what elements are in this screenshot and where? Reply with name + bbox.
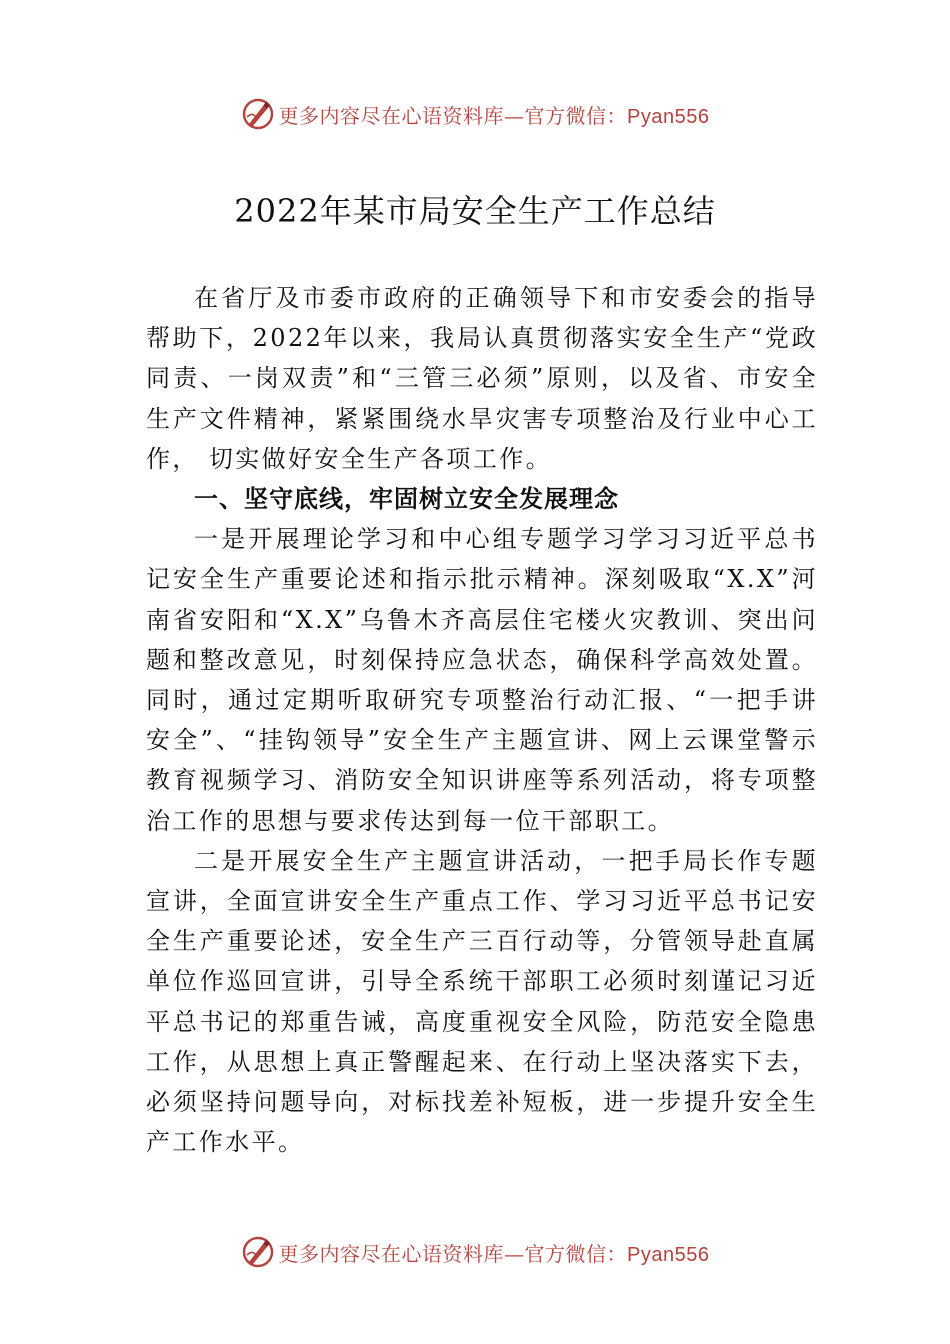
footer-banner-text [279, 1238, 710, 1267]
header-banner [0, 94, 950, 134]
document-body [146, 278, 818, 1162]
header-banner-wechat-id: Pyan556 [627, 105, 710, 128]
pen-logo-icon [241, 1235, 275, 1269]
pen-logo-icon [241, 97, 275, 131]
header-banner-text-cn: 更多内容尽在心语资料库—官方微信： [278, 103, 628, 128]
intro-paragraph: 在省厅及市委市政府的正确领导下和市安委会的指导帮助下，2022年以来，我局认真贯彻落实安全生产“党政同责、一岗双责”和“三管三必须”原则，以及省、市安全生产文件精神，紧紧围绕水旱灾害专项整治及行业中心工作， 切实做好安全生产各项工作。 [146, 284, 818, 473]
section-1-heading: 一、坚守底线，牢固树立安全发展理念 [194, 485, 619, 514]
section-1-paragraph-2: 二是开展安全生产主题宣讲活动，一把手局长作专题宣讲，全面宣讲安全生产重点工作、学习习近平总书记安全生产重要论述，安全生产三百行动等，分管领导赴直属单位作巡回宣讲，引导全系统干部职工必须时刻谨记习近平总书记的郑重告诫，高度重视安全风险，防范安全隐患工作，从思想上真正警醒起来、在行动上坚决落实下去，必须坚持问题导向，对标找差补短板，进一步提升安全生产工作水平。 [146, 846, 818, 1157]
section-1-paragraph-1: 一是开展理论学习和中心组专题学习学习习近平总书记安全生产重要论述和指示批示精神。深刻吸取“X.X”河南省安阳和“X.X”乌鲁木齐高层住宅楼火灾教训、突出问题和整改意见，时刻保持应急状态，确保科学高效处置。同时，通过定期听取研究专项整治行动汇报、“一把手讲安全”、“挂钩领导”安全生产主题宣讲、网上云课堂警示教育视频学习、消防安全知识讲座等系列活动，将专项整治工作的思想与要求传达到每一位干部职工。 [146, 525, 818, 835]
page-title: 2022年某市局安全生产工作总结 [234, 192, 716, 230]
header-banner-text [279, 100, 710, 129]
footer-banner-text-cn: 更多内容尽在心语资料库—官方微信： [278, 1241, 628, 1266]
footer-banner-wechat-id: Pyan556 [627, 1243, 710, 1266]
footer-banner [0, 1232, 950, 1272]
